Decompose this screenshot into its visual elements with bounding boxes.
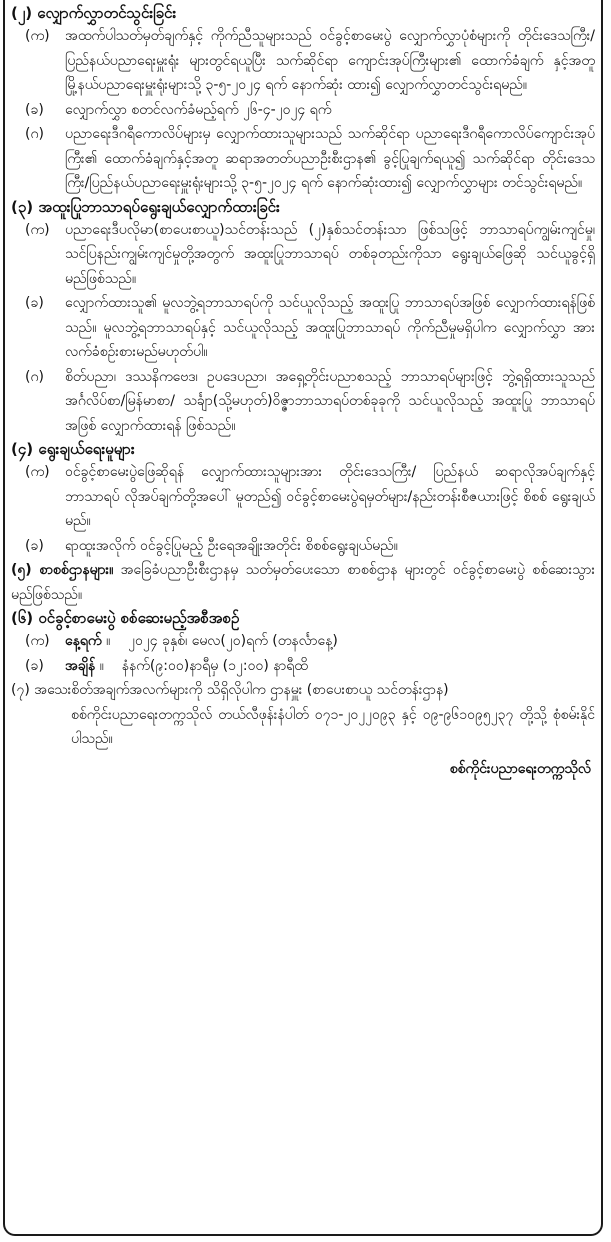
issuer-signature: စစ်ကိုင်းပညာရေးတက္ကသိုလ် bbox=[449, 760, 591, 777]
section-2-item-b: (ခ) လျှောက်လွှာ စတင်လက်ခံမည့်ရက် ၂၆-၄-၂၀၂၄ ရက် bbox=[25, 101, 332, 118]
section-7-heading: (၇) bbox=[11, 682, 30, 698]
exam-time-key: အချိန် bbox=[65, 657, 96, 674]
exam-date-value: ၂၀၂၄ ခုနှစ်၊ မေလ(၂၀)ရက် (တနင်္လာနေ့) bbox=[128, 633, 338, 649]
section-3-item-a: (က) ပညာရေးဒီပလိုမာ(စာပေးစာယူ)သင်တန်းသည် (၂)နှစ်သင်တန်းသာ ဖြစ်သဖြင့် ဘာသာရပ်ကျွမ်းကျင်မှု၊ သင်ပြနည်းကျွမ်းကျင်မှုတို့အတွက် အထူးပြုဘာသာရပ် တစ်ခုတည်းကိုသာ ရွေးချယ်ဖြေဆို သင်ယူခွင့်ရှိ မည်ဖြစ်သည်။ bbox=[25, 221, 595, 287]
exam-date-key: နေ့ရက် bbox=[65, 633, 102, 649]
section-3-heading: (၃) အထူးပြုဘာသာရပ်ရွေးချယ်လျှောက်ထားခြင်း bbox=[11, 197, 280, 216]
section-4-item-b: (ခ) ရာထူးအလိုက် ဝင်ခွင့်ပြုမည့် ဦးရေအချိုးအတိုင်း စိစစ်ရွေးချယ်မည်။ bbox=[25, 537, 398, 554]
section-5-text: အခြေခံပညာဦးစီးဌာနမှ သတ်မှတ်ပေးသော စာစစ်ဌာန များတွင် ဝင်ခွင့်စာမေးပွဲ စစ်ဆေးသွားမည်ဖြစ်သည်။ bbox=[11, 562, 595, 603]
section-5 bbox=[11, 558, 595, 607]
section-5-heading: (၅) စာစစ်ဌာနများ။ bbox=[11, 562, 114, 578]
section-4-heading: (၄) ရွေးချယ်ရေးမူများ bbox=[11, 440, 135, 458]
section-2-item-a: (က) အထက်ပါသတ်မှတ်ချက်နှင့် ကိုက်ညီသူများသည် ဝင်ခွင့်စာမေးပွဲ လျှောက်လွှာပုံစံများကို တိုင်းဒေသကြီး/ပြည်နယ်ပညာရေးမှူးရုံး များတွင်ရယူပြီး သက်ဆိုင်ရာ ကျောင်းအုပ်ကြီးများ၏ ထောက်ခံချက် နှင့်အတူ မြို့နယ်ပညာရေးမှူးရုံးများသို့ ၃-၅-၂၀၂၄ ရက် နောက်ဆုံး ထား၍ လျှောက်လွှာတင်သွင်းရမည်။ bbox=[25, 28, 595, 93]
announcement-frame bbox=[3, 0, 603, 1236]
section-6-item-time: (ခ) အချိန် ။ နံနက်(၉:၀၀)နာရီမှ (၁၂:၀၀) နာရီထိ bbox=[25, 657, 308, 674]
section-7-contact: စစ်ကိုင်းပညာရေးတက္ကသိုလ် တယ်လီဖုန်းနံပါတ် ၀၇၁-၂၀၂၂၀၉၃ နှင့် ၀၉-၉၆၁၀၉၅၂၃၇ တို့သို့ စုံစမ်းနိုင်ပါသည်။ bbox=[71, 706, 595, 747]
exam-time-value: နံနက်(၉:၀၀)နာရီမှ (၁၂:၀၀) နာရီထိ bbox=[121, 657, 308, 674]
section-2-heading: (၂) လျှောက်လွှာတင်သွင်းခြင်း bbox=[11, 4, 177, 22]
section-2-item-c: (ဂ) ပညာရေးဒီဂရီကောလိပ်များမှ လျှောက်ထားသူများသည် သက်ဆိုင်ရာ ပညာရေးဒီဂရီကောလိပ်ကျောင်းအုပ်ကြီး၏ ထောက်ခံချက်နှင့်အတူ ဆရာအတတ်ပညာဦးစီးဌာန၏ ခွင့်ပြုချက်ရယူ၍ သက်ဆိုင်ရာ တိုင်းဒေသကြီး/ပြည်နယ်ပညာရေးမှူးရုံးများသို့ ၃-၅-၂၀၂၄ ရက် နောက်ဆုံးထား၍ လျှောက်လွှာများ တင်သွင်းရမည်။ bbox=[25, 126, 595, 191]
section-3-item-c: (ဂ) စိတ်ပညာ၊ ဒဿနိကဗေဒ၊ ဥပဒေပညာ၊ အရှေ့တိုင်းပညာစသည့် ဘာသာရပ်များဖြင့် ဘွဲ့ရရှိထားသူသည် အင်္ဂလိပ်စာ/မြန်မာစာ/ သင်္ချာ(သို့မဟုတ်)ဝိဇ္ဇာဘာသာရပ်တစ်ခုခုကို သင်ယူလိုသည့် အထူးပြု ဘာသာရပ်အဖြစ် လျှောက်ထားရန် ဖြစ်သည်။ bbox=[25, 368, 595, 434]
section-6-heading: (၆) ဝင်ခွင့်စာမေးပွဲ စစ်ဆေးမည့်အစီအစဉ် bbox=[11, 609, 240, 627]
section-4-item-a: (က) ဝင်ခွင့်စာမေးပွဲဖြေဆိုရန် လျှောက်ထားသူများအား တိုင်းဒေသကြီး/ ပြည်နယ် ဆရာလိုအပ်ချက်နှင့် ဘာသာရပ် လိုအပ်ချက်တို့အပေါ် မူတည်၍ ဝင်ခွင့်စာမေးပွဲရမှတ်များ/နည်းတန်းစီဇယားဖြင့် စိစစ် ရွေးချယ်မည်။ bbox=[25, 464, 595, 529]
section-7-text: အသေးစိတ်အချက်အလက်များကို သိရှိလိုပါက ဌာနမှူး (စာပေးစာယူ သင်တန်းဌာန) bbox=[34, 682, 449, 698]
section-6-item-date: (က) နေ့ရက် ။ ၂၀၂၄ ခုနှစ်၊ မေလ(၂၀)ရက် (တနင်္လာနေ့) bbox=[25, 633, 338, 649]
section-7 bbox=[11, 678, 595, 703]
section-3-item-b: (ခ) လျှောက်ထားသူ၏ မူလဘွဲ့ရဘာသာရပ်ကို သင်ယူလိုသည့် အထူးပြု ဘာသာရပ်အဖြစ် လျှောက်ထားရန်ဖြစ်သည်။ မူလဘွဲ့ရဘာသာရပ်နှင့် သင်ယူလိုသည့် အထူးပြုဘာသာရပ် ကိုက်ညီမှုမရှိပါက လျှောက်လွှာ အား လက်ခံစဉ်းစားမည်မဟုတ်ပါ။ bbox=[25, 295, 595, 360]
